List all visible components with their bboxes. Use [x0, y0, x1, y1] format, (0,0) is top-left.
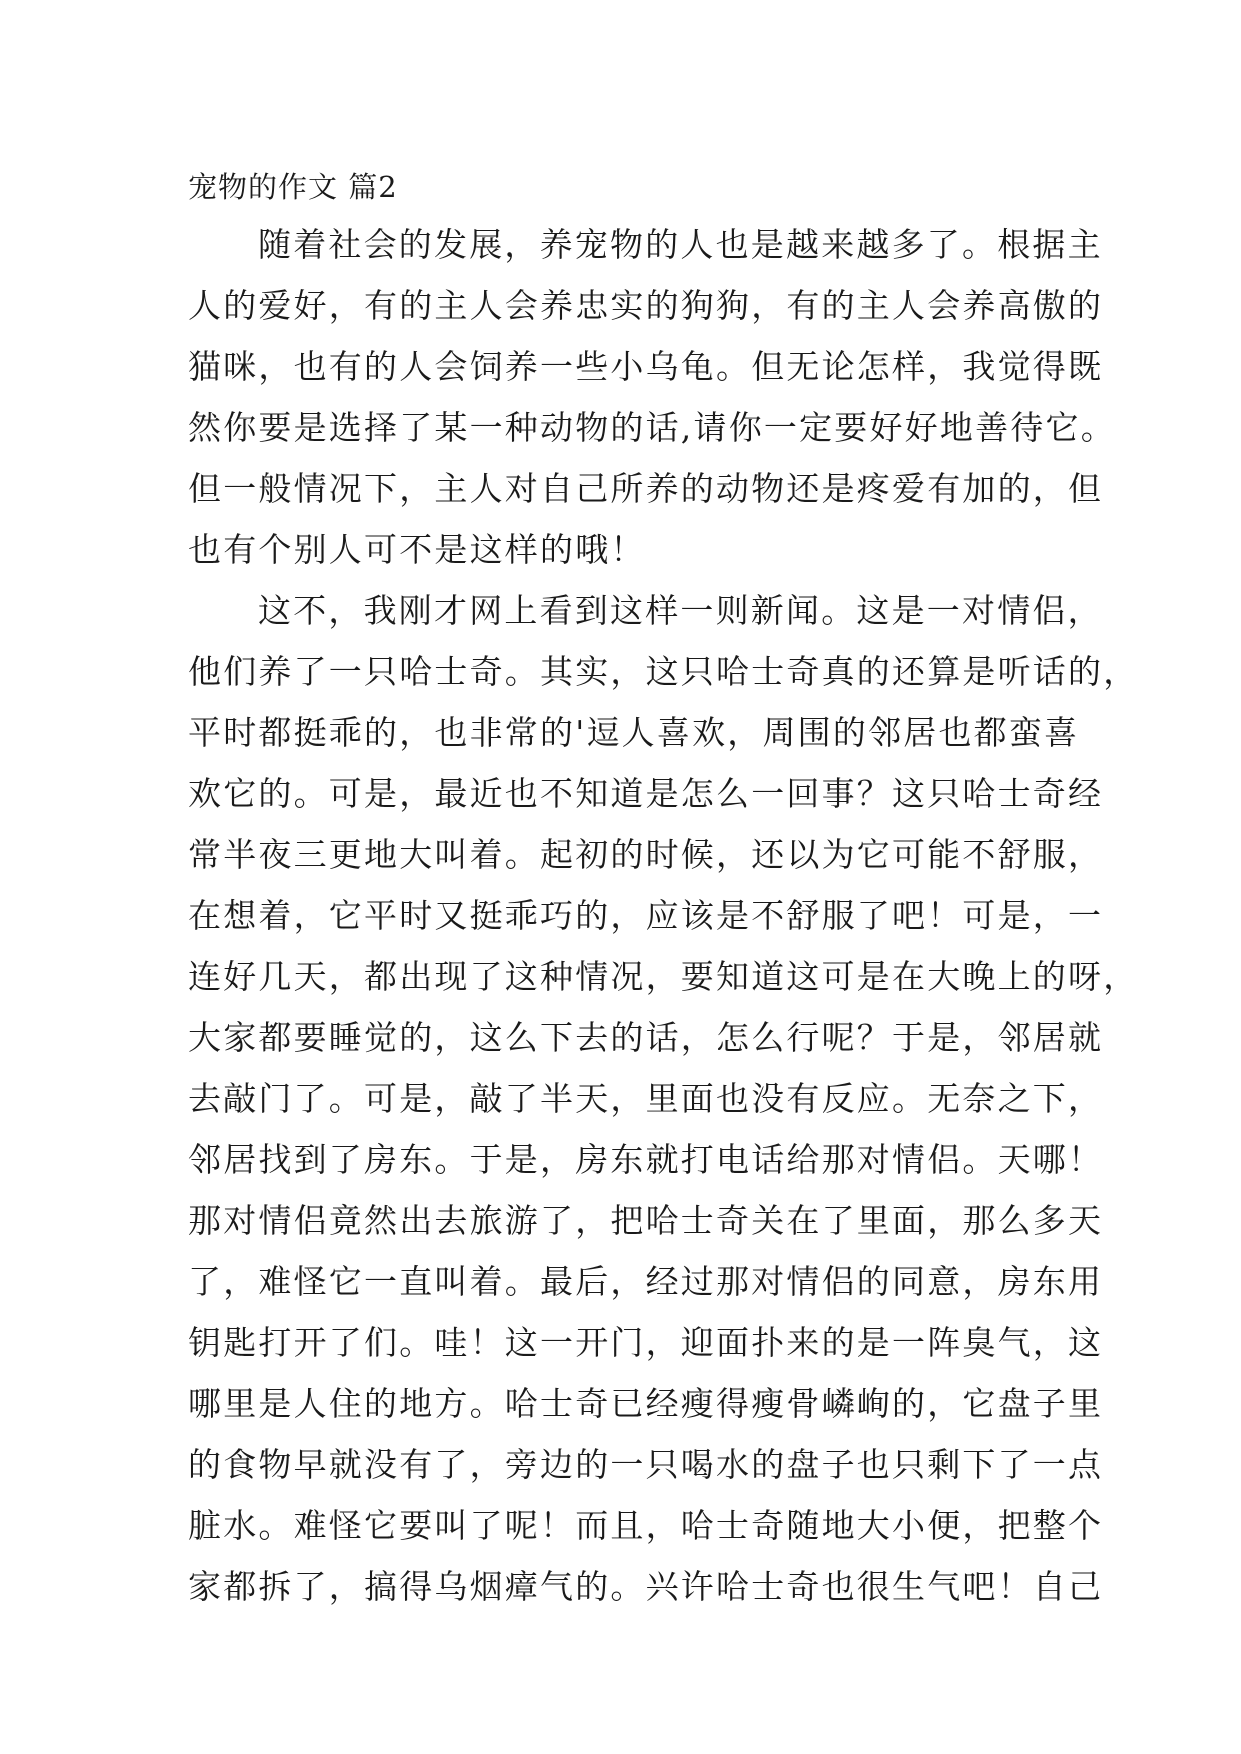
document-page — [188, 160, 1139, 1617]
paragraph-line: 邻居找到了房东。于是，房东就打电话给那对情侣。天哪！ — [188, 1140, 1104, 1179]
paragraph-1 — [188, 214, 1116, 580]
paragraph-line: 了，难怪它一直叫着。最后，经过那对情侣的同意，房东用 — [188, 1262, 1104, 1301]
paragraph-line: 平时都挺乖的，也非常的'逗人喜欢，周围的邻居也都蛮喜 — [188, 713, 1080, 752]
paragraph-line: 家都拆了，搞得乌烟瘴气的。兴许哈士奇也很生气吧！自己 — [188, 1567, 1104, 1606]
paragraph-line: 他们养了一只哈士奇。其实，这只哈士奇真的还算是听话的， — [188, 652, 1139, 691]
paragraph-line: 那对情侣竟然出去旅游了，把哈士奇关在了里面，那么多天 — [188, 1201, 1104, 1240]
document-title: 宠物的作文 篇2 — [188, 170, 398, 204]
paragraph-line: 然你要是选择了某一种动物的话,请你一定要好好地善待它。 — [188, 408, 1116, 447]
paragraph-line: 在想着，它平时又挺乖巧的，应该是不舒服了吧！可是，一 — [188, 896, 1104, 935]
paragraph-line: 哪里是人住的地方。哈士奇已经瘦得瘦骨嶙峋的，它盘子里 — [188, 1384, 1104, 1423]
paragraph-line: 这不，我刚才网上看到这样一则新闻。这是一对情侣， — [258, 591, 1103, 630]
paragraph-line: 去敲门了。可是，敲了半天，里面也没有反应。无奈之下， — [188, 1079, 1104, 1118]
paragraph-2 — [188, 580, 1139, 1617]
paragraph-line: 也有个别人可不是这样的哦！ — [188, 530, 646, 569]
paragraph-line: 连好几天，都出现了这种情况，要知道这可是在大晚上的呀， — [188, 957, 1139, 996]
paragraph-line: 常半夜三更地大叫着。起初的时候，还以为它可能不舒服， — [188, 835, 1104, 874]
paragraph-line: 的食物早就没有了，旁边的一只喝水的盘子也只剩下了一点 — [188, 1445, 1104, 1484]
paragraph-line: 脏水。难怪它要叫了呢！而且，哈士奇随地大小便，把整个 — [188, 1506, 1104, 1545]
paragraph-line: 大家都要睡觉的，这么下去的话，怎么行呢？于是，邻居就 — [188, 1018, 1104, 1057]
paragraph-line: 人的爱好，有的主人会养忠实的狗狗，有的主人会养高傲的 — [188, 286, 1104, 325]
paragraph-line: 钥匙打开了们。哇！这一开门，迎面扑来的是一阵臭气，这 — [188, 1323, 1104, 1362]
paragraph-line: 猫咪，也有的人会饲养一些小乌龟。但无论怎样，我觉得既 — [188, 347, 1104, 386]
paragraph-line: 随着社会的发展，养宠物的人也是越来越多了。根据主 — [258, 225, 1103, 264]
paragraph-line: 但一般情况下，主人对自己所养的动物还是疼爱有加的，但 — [188, 469, 1104, 508]
paragraph-line: 欢它的。可是，最近也不知道是怎么一回事？这只哈士奇经 — [188, 774, 1104, 813]
